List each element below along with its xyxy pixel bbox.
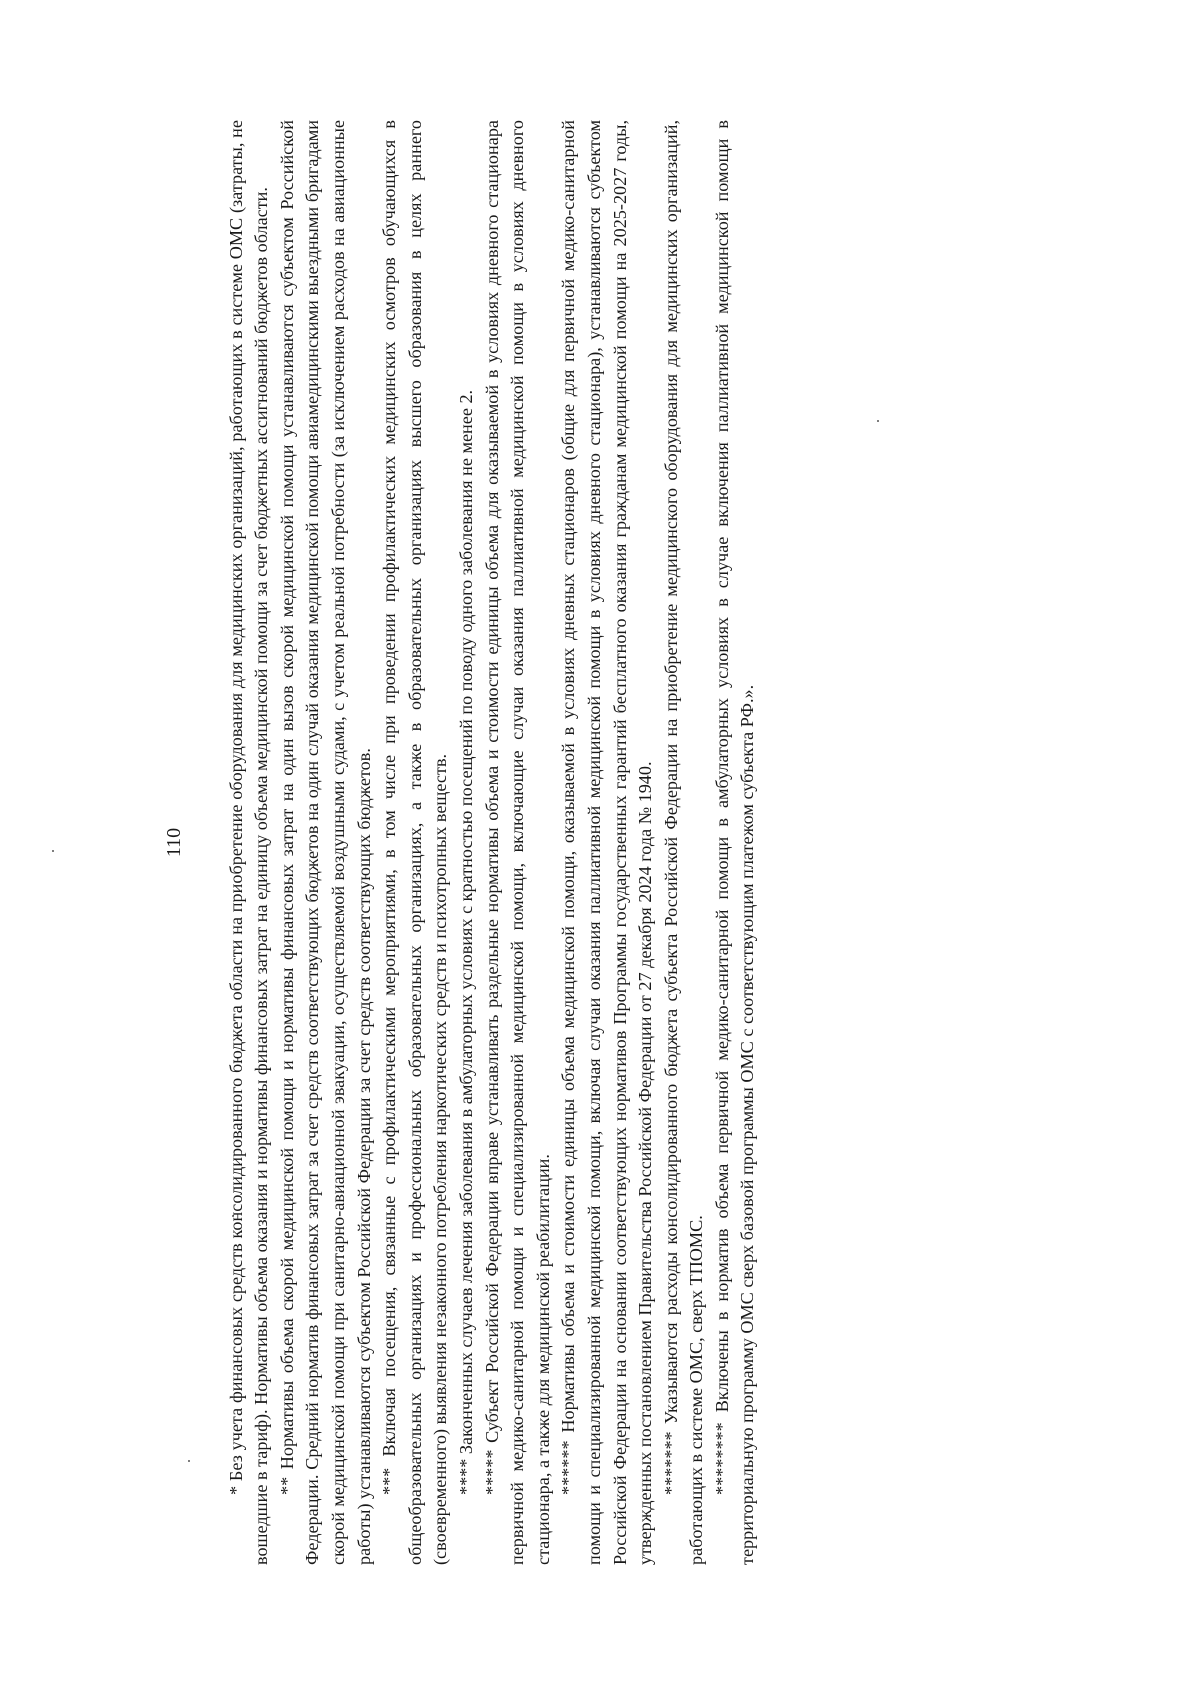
- footnote-4: **** Законченных случаев лечения заболевания в амбулаторных условиях с кратностью посещений по поводу одного заболевания не менее 2.: [455, 389, 476, 1495]
- footnote-7: ******* Указываются расходы консолидированного бюджета субъекта Российской Федерации на приобретение медицинского оборудования для медицинских организаций, работающих в системе ОМС, сверх ТПОМС.: [660, 120, 707, 1565]
- scan-speck: [52, 850, 54, 852]
- footnote-1: * Без учета финансовых средств консолидированного бюджета области на приобретение оборудования для медицинских организаций, работающих в системе ОМС (затраты, не вошедшие в тариф). Нормативы объема оказания и нормативы финансовых затрат на единицу объема медицинской помощи за счет бюджетных ассигнований бюджетов области.: [225, 120, 272, 1565]
- footnote-5: ***** Субъект Российской Федерации вправе устанавливать раздельные нормативы объема и стоимости единицы объема для оказываемой в условиях дневного стационара первичной медико-санитарной помощи и специализированной медицинской помощи, включающие случаи оказания паллиативной медицинской помощи в условиях дневного стационара, а также для медицинской реабилитации.: [481, 120, 553, 1565]
- footnote-3: *** Включая посещения, связанные с профилактическими мероприятиями, в том числе при проведении профилактических медицинских осмотров обучающихся в общеобразовательных организациях и профессиональных образовательных организациях, а также в образовательных организациях высшего образования в целях раннего (своевременного) выявления незаконного потребления наркотических средств и психотропных веществ.: [379, 120, 451, 1565]
- footnote-2: ** Нормативы объема скорой медицинской помощи и нормативы финансовых затрат на один вызов скорой медицинской помощи устанавливаются субъектом Российской Федерации. Средний норматив финансовых затрат за счет средств соответствующих бюджетов на один случай оказания медицинской помощи авиамедицинскими выездными бригадами скорой медицинской помощи при санитарно-авиационной эвакуации, осуществляемой воздушными судами, с учетом реальной потребности (за исключением расходов на авиационные работы) устанавливаются субъектом Российской Федерации за счет средств соответствующих бюджетов.: [276, 120, 374, 1565]
- footnote-6: ****** Нормативы объема и стоимости единицы объема медицинской помощи, оказываемой в условиях дневных стационаров (общие для первичной медико-санитарной помощи и специализированной медицинской помощи, включая случаи оказания паллиативной медицинской помощи в условиях дневного стационара), устанавливаются субъектом Российской Федерации на основании соответствующих нормативов Программы государственных гарантий бесплатного оказания гражданам медицинской помощи на 2025-2027 годы, утвержденных постановлением Правительства Российской Федерации от 27 декабря 2024 года № 1940.: [558, 120, 656, 1565]
- rotated-text-block: [162, 120, 992, 1565]
- footnote-8: ******** Включены в норматив объема первичной медико-санитарной помощи в амбулаторных условиях в случае включения паллиативной медицинской помощи в территориальную программу ОМС сверх базовой программы ОМС с соответствующим платежом субъекта РФ.».: [711, 120, 758, 1565]
- page-number: 110: [163, 827, 185, 858]
